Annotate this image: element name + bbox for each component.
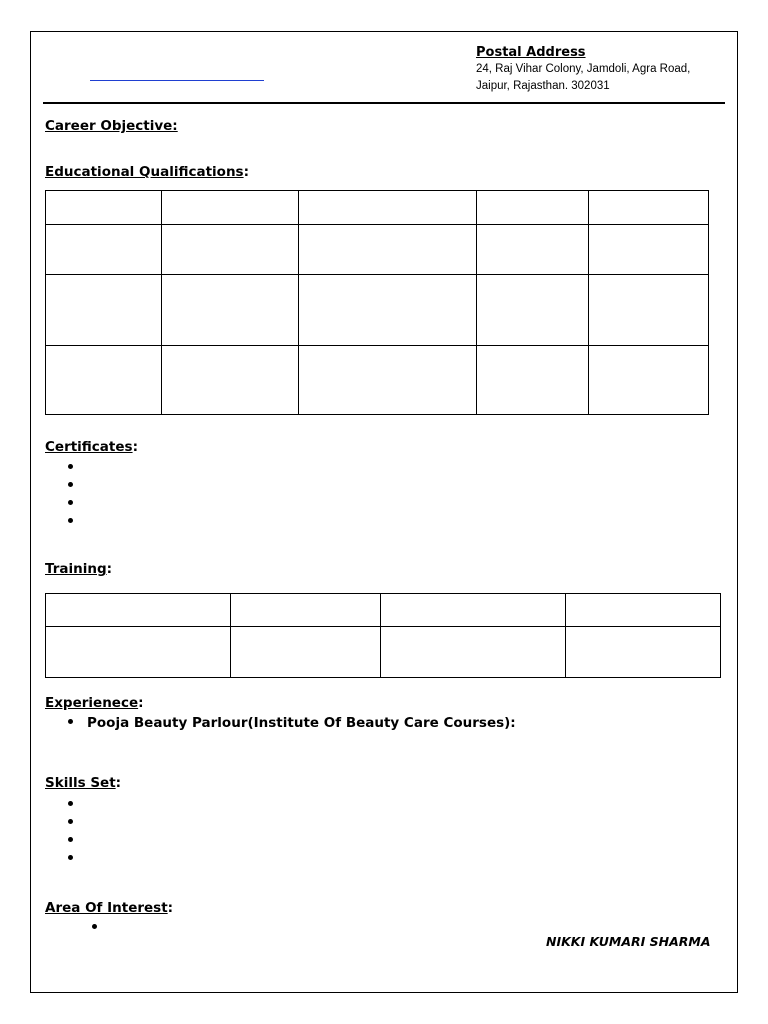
list-item xyxy=(90,918,100,936)
education-heading: Educational Qualifications: xyxy=(45,164,249,180)
header-rule xyxy=(43,102,725,104)
education-table xyxy=(45,190,709,415)
table-row xyxy=(46,346,709,415)
training-heading: Training: xyxy=(45,561,113,577)
bullet-icon xyxy=(68,719,73,724)
postal-address-line-2: Jaipur, Rajasthan. 302031 xyxy=(476,80,610,92)
list-item xyxy=(66,831,76,849)
experience-item: Pooja Beauty Parlour(Institute Of Beauty Care Courses): xyxy=(66,715,516,731)
certificates-list xyxy=(66,458,76,530)
list-item xyxy=(66,795,76,813)
list-item xyxy=(66,476,76,494)
postal-address-title: Postal Address xyxy=(476,45,586,60)
signature-name: NIKKI KUMARI SHARMA xyxy=(546,934,711,949)
list-item xyxy=(66,849,76,867)
skills-heading: Skills Set: xyxy=(45,775,122,791)
table-row xyxy=(46,275,709,346)
career-objective-heading: Career Objective: xyxy=(45,118,178,134)
list-item xyxy=(66,458,76,476)
interest-list xyxy=(90,918,100,936)
postal-address-block xyxy=(476,45,690,95)
table-row xyxy=(46,627,721,678)
table-row xyxy=(46,191,709,225)
skills-list xyxy=(66,795,76,867)
email-link-underline[interactable] xyxy=(90,80,264,81)
table-row xyxy=(46,594,721,627)
experience-heading: Experienece: xyxy=(45,695,144,711)
interest-heading: Area Of Interest: xyxy=(45,900,174,916)
list-item xyxy=(66,813,76,831)
table-row xyxy=(46,225,709,275)
list-item xyxy=(66,512,76,530)
training-table xyxy=(45,593,721,678)
list-item xyxy=(66,494,76,512)
certificates-heading: Certificates: xyxy=(45,439,138,455)
postal-address-line-1: 24, Raj Vihar Colony, Jamdoli, Agra Road, xyxy=(476,63,691,75)
